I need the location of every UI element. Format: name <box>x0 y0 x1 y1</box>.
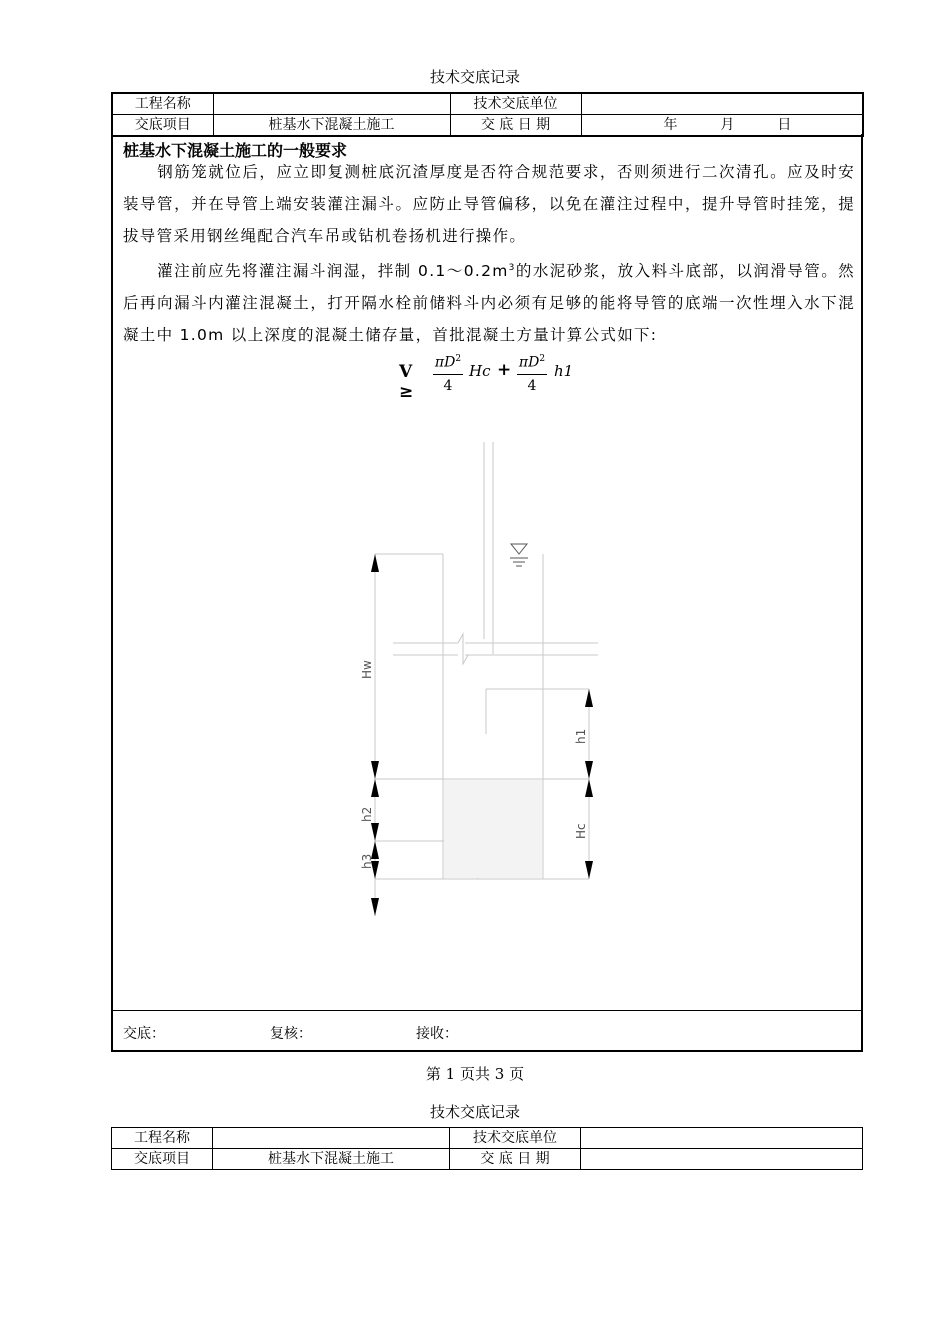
page2-project-name-value <box>213 1128 450 1149</box>
project-name-label: 工程名称 <box>112 93 213 115</box>
date-year: 年 <box>663 117 678 133</box>
h1-arrow-top <box>585 689 593 707</box>
receive-label: 接收： <box>416 1026 458 1042</box>
hc-arrow-bottom <box>585 861 593 879</box>
page2-item-label: 交底项目 <box>112 1149 213 1170</box>
hc-label: Hc <box>574 823 588 839</box>
water-level-icon <box>511 544 527 554</box>
header-table <box>111 92 864 137</box>
paragraph-2-text-b: 的水泥砂浆，放入料斗底部，以润滑导管。然后再向漏斗内灌注混凝土，打开隔水栓前储料斗内必须有足够的能将导管的底端一次性埋入水下混凝土中 1.0m 以上深度的混凝土储存量，首批混凝土方量计算公式如下: <box>123 262 855 345</box>
page2-unit-value <box>581 1128 863 1149</box>
h2-arrow-bottom <box>371 823 379 841</box>
formula-plus: + <box>497 360 512 380</box>
date-day: 日 <box>777 117 792 133</box>
page2-unit-label: 技术交底单位 <box>450 1128 581 1149</box>
formula-term-1: Hc <box>469 362 491 380</box>
formula-fraction-2: $\frac{\pi D^2}{4}$ <box>517 348 547 397</box>
formula-lhs: V ≥ <box>399 362 414 402</box>
unit-value <box>581 93 863 115</box>
date-value <box>581 115 863 137</box>
page2-date-value <box>581 1149 863 1170</box>
hw-arrow-bottom <box>371 761 379 779</box>
page2-item-value: 桩基水下混凝土施工 <box>213 1149 450 1170</box>
paragraph-2-text-a: 灌注前应先将灌注漏斗润湿，拌制 0.1～0.2m <box>157 262 509 281</box>
h1-arrow-bottom <box>585 761 593 779</box>
paragraph-1-text: 钢筋笼就位后，应立即复测桩底沉渣厚度是否符合规范要求，否则须进行二次清孔。应及时安装导管，并在导管上端安装灌注漏斗。应防止导管偏移，以免在灌注过程中，提升导管时挂笼，提拔导管采用钢丝绳配合汽车吊或钻机卷扬机进行操作。 <box>123 163 855 245</box>
pile-diagram <box>113 134 861 1010</box>
item-label: 交底项目 <box>112 115 213 137</box>
unit-label: 技术交底单位 <box>450 93 581 115</box>
page2-title: 技术交底记录 <box>429 1103 520 1121</box>
concrete-fill <box>444 780 542 878</box>
formula-fraction-1: $\frac{\pi D^2}{4}$ <box>433 348 463 397</box>
h2-label: h2 <box>360 806 374 822</box>
project-name-value <box>213 93 450 115</box>
h3-label: h3 <box>360 853 374 869</box>
break-mark <box>458 634 468 664</box>
content-box <box>111 134 863 1052</box>
date-label: 交 底 日 期 <box>450 115 581 137</box>
page-title: 技术交底记录 <box>429 68 520 86</box>
page-number: 第 1 页共 3 页 <box>425 1065 525 1083</box>
paragraph-2-sup: 3 <box>508 263 516 273</box>
hw-label: Hw <box>360 660 374 679</box>
page2-header-table <box>111 1127 863 1170</box>
section-heading: 桩基水下混凝土施工的一般要求 <box>123 141 348 160</box>
page2-date-label: 交 底 日 期 <box>450 1149 581 1170</box>
hw-arrow-top <box>371 554 379 572</box>
review-label: 复核： <box>270 1026 312 1042</box>
formula-term-2: h1 <box>554 362 574 380</box>
h1-label: h1 <box>574 728 588 744</box>
page2-project-name-label: 工程名称 <box>112 1128 213 1149</box>
h3-arrow-lower <box>371 898 379 916</box>
date-month: 月 <box>720 117 735 133</box>
hc-arrow-top <box>585 779 593 797</box>
h2-arrow-top <box>371 779 379 797</box>
item-value: 桩基水下混凝土施工 <box>213 115 450 137</box>
handover-label: 交底： <box>123 1026 165 1042</box>
signature-row <box>113 1010 861 1051</box>
